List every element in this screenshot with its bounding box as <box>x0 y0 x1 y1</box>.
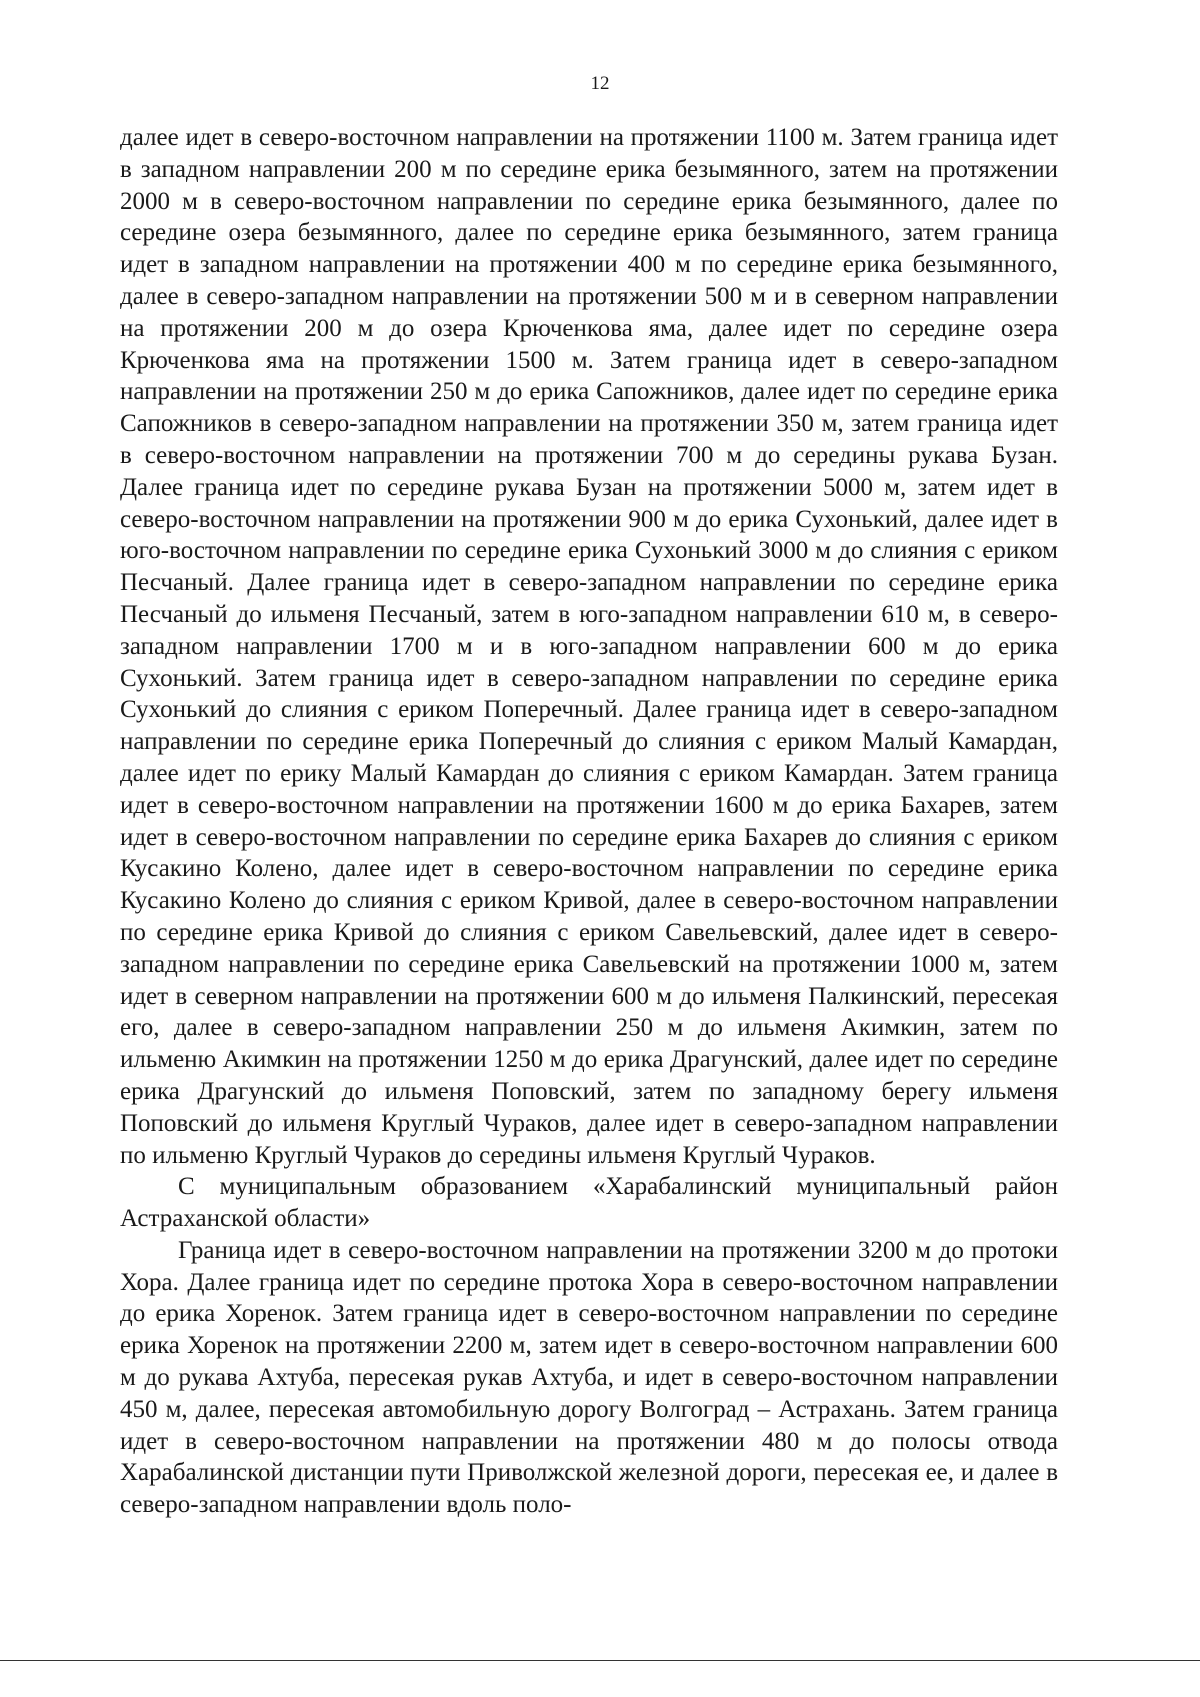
paragraph-boundary-kharabali: Граница идет в северо-восточном направлении на протяжении 3200 м до протоки Хора. Далее граница идет по середине протока Хора в северо-восточном направлении до ерика Хоренок. Затем граница идет в северо-восточном направлении по середине ерика Хоренок на протяжении 2200 м, затем идет в северо-восточном направлении 600 м до рукава Ахтуба, пересекая рукав Ахтуба, и идет в северо-восточном направлении 450 м, далее, пересекая автомобильную дорогу Волгоград – Астрахань. Затем граница идет в северо-восточном направлении на протяжении 480 м до полосы отвода Харабалинской дистанции пути Приволжской железной дороги, пересекая ее, и далее в северо-западном направлении вдоль поло- <box>120 1236 1058 1519</box>
bottom-divider-line <box>0 1660 1200 1661</box>
paragraph-section-heading: С муниципальным образованием «Харабалинский муниципальный район Астраханской области» <box>120 1173 1058 1233</box>
page-number: 12 <box>590 73 610 94</box>
document-body <box>120 122 1058 1521</box>
paragraph-boundary-description: далее идет в северо-восточном направлении на протяжении 1100 м. Затем граница идет в западном направлении 200 м по середине ерика безымянного, затем на протяжении 2000 м в северо-восточном направлении по середине ерика безымянного, далее по середине озера безымянного, далее по середине ерика безымянного, затем граница идет в западном направлении на протяжении 400 м по середине ерика безымянного, далее в северо-западном направлении на протяжении 500 м и в северном направлении на протяжении 200 м до озера Крюченкова яма, далее идет по середине озера Крюченкова яма на протяжении 1500 м. Затем граница идет в северо-западном направлении на протяжении 250 м до ерика Сапожников, далее идет по середине ерика Сапожников в северо-западном направлении на протяжении 350 м, затем граница идет в северо-восточном направлении на протяжении 700 м до середины рукава Бузан. Далее граница идет по середине рукава Бузан на протяжении 5000 м, затем идет в северо-восточном направлении на протяжении 900 м до ерика Сухонький, далее идет в юго-восточном направлении по середине ерика Сухонький 3000 м до слияния с ериком Песчаный. Далее граница идет в северо-западном направлении по середине ерика Песчаный до ильменя Песчаный, затем в юго-западном направлении 610 м, в северо-западном направлении 1700 м и в юго-западном направлении 600 м до ерика Сухонький. Затем граница идет в северо-западном направлении по середине ерика Сухонький до слияния с ериком Поперечный. Далее граница идет в северо-западном направлении по середине ерика Поперечный до слияния с ериком Малый Камардан, далее идет по ерику Малый Камардан до слияния с ериком Камардан. Затем граница идет в северо-восточном направлении на протяжении 1600 м до ерика Бахарев, затем идет в северо-восточном направлении по середине ерика Бахарев до слияния с ериком Кусакино Колено, далее идет в северо-восточном направлении по середине ерика Кусакино Колено до слияния с ериком Кривой, далее в северо-восточном направлении по середине ерика Кривой до слияния с ериком Савельевский, далее идет в северо-западном направлении по середине ерика Савельевский на протяжении 1000 м, затем идет в северном направлении на протяжении 600 м до ильменя Палкинский, пересекая его, далее в северо-западном направлении 250 м до ильменя Акимкин, затем по ильменю Акимкин на протяжении 1250 м до ерика Драгунский, далее идет по середине ерика Драгунский до ильменя Поповский, затем по западному берегу ильменя Поповский до ильменя Круглый Чураков, далее идет в северо-западном направлении по ильменю Круглый Чураков до середины ильменя Круглый Чураков. <box>120 124 1058 1169</box>
